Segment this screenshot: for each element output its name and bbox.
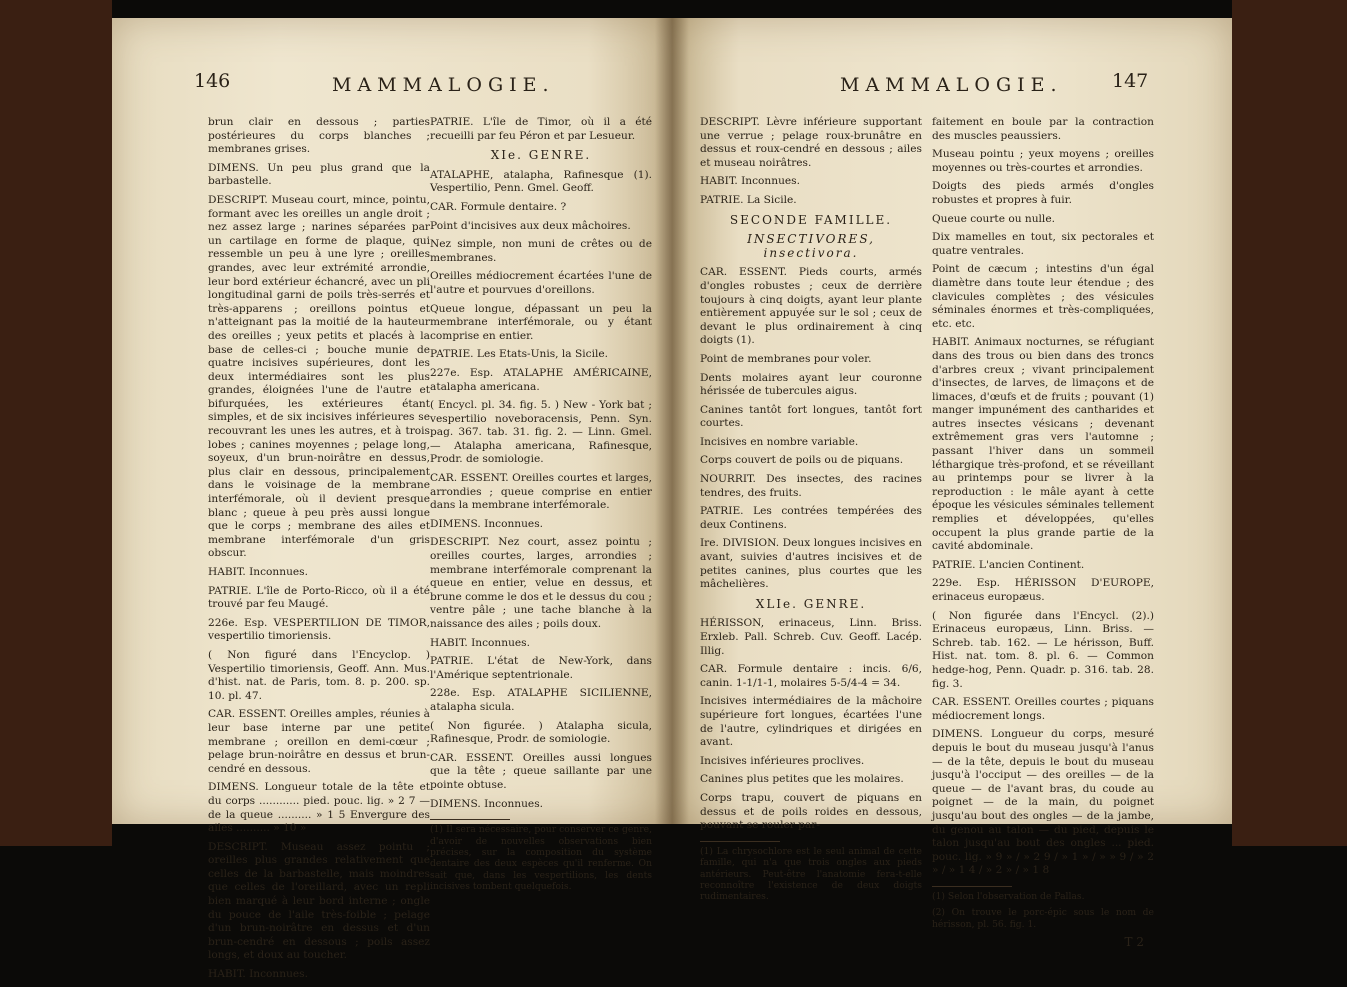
- paragraph: PATRIE. L'île de Timor, où il a été recueilli par feu Péron et par Lesueur.: [430, 116, 652, 142]
- left-column-1: [208, 116, 430, 987]
- paragraph: HABIT. Animaux nocturnes, se réfugiant dans des trous ou bien dans des troncs d'arbres creux ; vivant principalement d'insectes, de larves, de limaçons et de limaces, d'œufs et de fruits ; pouvant (1) manger impunément des cantharides et autres insectes vésicans ; devenant extrêmement gras vers l'automne ; passant l'hiver dans un sommeil léthargique très-profond, et se réveillant au printemps pour se livrer à la reproduction : le mâle ayant à cette époque les vésicules séminales tellement remplies et développées, qu'elles occupent la plus grande partie de la cavité abdominale.: [932, 336, 1154, 553]
- paragraph: Queue courte ou nulle.: [932, 212, 1055, 225]
- book-gutter: [655, 18, 689, 824]
- paragraph: ( Encycl. pl. 34. fig. 5. ) New - York bat ; vespertilio noveboracensis, Penn. Syn. pag. 367. tab. 31. fig. 2. — Linn. Gmel. — Atalapha americana, Rafinesque, Prodr. de somiologie.: [430, 399, 652, 466]
- paragraph: CAR. Formule dentaire : incis. 6/6, canin. 1-1/1-1, molaires 5-5/4-4 = 34.: [700, 663, 922, 689]
- paragraph: PATRIE. L'ancien Continent.: [932, 558, 1085, 571]
- genus-heading: XIe. GENRE.: [490, 148, 592, 163]
- paragraph: Queue longue, dépassant un peu la membrane interfémorale, ou y étant comprise en entier.: [430, 302, 652, 342]
- paragraph: Oreilles médiocrement écartées l'une de l'autre et pourvues d'oreillons.: [430, 270, 652, 296]
- paragraph: NOURRIT. Des insectes, des racines tendres, des fruits.: [700, 473, 922, 499]
- running-head: MAMMALOGIE.: [840, 74, 1063, 96]
- dimensions-table: DIMENS. Longueur du corps, mesuré depuis le bout du museau jusqu'à l'anus — de la tête, depuis le bout du museau jusqu'à l'occiput — des oreilles — de la queue — de l'avant bras, du coude au poignet — de la main, du poignet jusqu'au bout des ongles — de la jambe, du genou au talon — du pied, depuis le talon jusqu'au bout des ongles ... pied. pouc. lig. » 9 » / » 2 9 / » 1 » / » » 9 / » 2 » / » 1 4 / » 2 » / » 1 8: [932, 728, 1154, 877]
- paragraph: Doigts des pieds armés d'ongles robustes et propres à fuir.: [932, 180, 1154, 206]
- paragraph: DIMENS. Inconnues.: [430, 517, 544, 530]
- species-heading: 229e. Esp. HÉRISSON D'EUROPE, erinaceus europæus.: [932, 577, 1154, 603]
- left-cover-edge: [0, 0, 112, 846]
- right-column-2: [932, 116, 1154, 950]
- paragraph: Museau pointu ; yeux moyens ; oreilles moyennes ou très-courtes et arrondies.: [932, 148, 1154, 174]
- running-head: MAMMALOGIE.: [332, 74, 555, 96]
- paragraph: DESCRIPT. Nez court, assez pointu ; oreilles courtes, larges, arrondies ; membrane interfémorale comprenant la queue en entier, velue en dessus, et brune comme le dos et le dessus du cou ; ventre pâle ; une tache blanche à la naissance des ailes ; poils doux.: [430, 536, 652, 630]
- footnote: (1) Selon l'observation de Pallas.: [932, 890, 1085, 902]
- species-heading: 228e. Esp. ATALAPHE SICILIENNE, atalapha sicula.: [430, 687, 652, 713]
- footnote: (1) La chrysochlore est le seul animal de cette famille, qui n'a que trois ongles aux pieds antérieurs. Peut-être l'anatomie fera-t-elle reconnoître l'existence de deux doigts rudimentaires.: [700, 845, 922, 903]
- paragraph: Point de cæcum ; intestins d'un égal diamètre dans toute leur étendue ; des clavicules complètes ; des vésicules séminales énormes et très-compliquées, etc. etc.: [932, 263, 1154, 330]
- paragraph: HÉRISSON, erinaceus, Linn. Briss. Erxleb. Pall. Schreb. Cuv. Geoff. Lacép. Illig.: [700, 617, 922, 657]
- paragraph: Incisives intermédiaires de la mâchoire supérieure fort longues, écartées l'une de l'autre, cylindriques et dirigées en avant.: [700, 695, 922, 749]
- paragraph: DESCRIPT. Lèvre inférieure supportant une verrue ; pelage roux-brunâtre en dessus et roux-cendré en dessous ; ailes et museau noirâtres.: [700, 116, 922, 169]
- left-page: [112, 18, 672, 981]
- paragraph: DIMENS. Inconnues.: [430, 797, 544, 810]
- paragraph: CAR. ESSENT. Oreilles courtes et larges, arrondies ; queue comprise en entier dans la membrane interfémorale.: [430, 472, 652, 512]
- paragraph: ATALAPHE, atalapha, Rafinesque (1). Vespertilio, Penn. Gmel. Geoff.: [430, 168, 652, 195]
- paragraph: Nez simple, non muni de crêtes ou de membranes.: [430, 238, 652, 264]
- paragraph: PATRIE. Les Etats-Unis, la Sicile.: [430, 348, 608, 361]
- paragraph: ( Non figuré dans l'Encyclop. ) Vespertilio timoriensis, Geoff. Ann. Mus. d'hist. nat. de Paris, tom. 8. p. 200. sp. 10. pl. 47.: [208, 648, 430, 702]
- paragraph: CAR. ESSENT. Oreilles amples, réunies à leur base interne par une petite membrane ; oreillon en demi-cœur ; pelage brun-noirâtre en dessus et brun-cendré en dessous.: [208, 708, 430, 775]
- paragraph: ( Non figurée dans l'Encycl. (2).) Erinaceus europæus, Linn. Briss. — Schreb. tab. 162. — Le hérisson, Buff. Hist. nat. tom. 8. pl. 6. — Common hedge-hog, Penn. Quadr. p. 316. tab. 28. fig. 3.: [932, 609, 1154, 690]
- paragraph: Incisives inférieures proclives.: [700, 754, 865, 767]
- paragraph: brun clair en dessous ; parties postérieures du corps blanches ; membranes grises.: [208, 116, 430, 156]
- paragraph: CAR. ESSENT. Pieds courts, armés d'ongles robustes ; ceux de derrière toujours à cinq doigts, ayant leur plante entièrement appuyée sur le sol ; ceux de devant le plus ordinairement à cinq doigts (1).: [700, 266, 922, 347]
- paragraph: HABIT. Inconnues.: [430, 636, 530, 649]
- left-column-2: [430, 116, 652, 898]
- paragraph: HABIT. Inconnues.: [208, 566, 308, 578]
- paragraph: Ire. DIVISION. Deux longues incisives en avant, suivies d'autres incisives et de petites canines, plus courtes que les mâchelières.: [700, 537, 922, 591]
- footnote-rule: [932, 886, 1012, 887]
- paragraph: DESCRIPT. Museau assez pointu ; oreilles plus grandes relativement que celles de la barbastelle, mais moindres que celles de l'oreillard, avec un repli bien marqué à leur bord interne ; ongle du pouce de l'aile très-foible ; pelage d'un brun-noirâtre en dessus et d'un brun-cendré en dessous ; poils assez longs, et doux au toucher.: [208, 840, 430, 962]
- paragraph: DIMENS. Un peu plus grand que la barbastelle.: [208, 161, 430, 188]
- footnote-rule: [430, 819, 510, 820]
- paragraph: HABIT. Inconnues.: [208, 968, 308, 981]
- footnote: (1) Il sera nécessaire, pour conserver ce genre, d'avoir de nouvelles observations bien précises, sur la composition du système dentaire des deux espèces qu'il renferme. On sait que, dans les vespertilions, les dents incisives tombent quelquefois.: [430, 824, 652, 893]
- page-number: 146: [194, 70, 231, 92]
- family-heading: SECONDE FAMILLE.: [729, 212, 893, 227]
- dimensions-table: DIMENS. Longueur totale de la tête et du corps ............ pied. pouc. lig. » 2 7 — de la queue .......... » 1 5 Envergure des ailes .......... » 10 »: [208, 781, 430, 835]
- genus-heading: XLIe. GENRE.: [755, 596, 867, 611]
- species-heading: 227e. Esp. ATALAPHE AMÉRICAINE, atalapha americana.: [430, 366, 652, 393]
- paragraph: Dents molaires ayant leur couronne hérissée de tubercules aigus.: [700, 371, 922, 398]
- paragraph: Corps couvert de poils ou de piquans.: [700, 454, 904, 467]
- footnote: (2) On trouve le porc-épic sous le nom de hérisson, pl. 56. fig. 1.: [932, 907, 1154, 930]
- paragraph: PATRIE. L'état de New-York, dans l'Amérique septentrionale.: [430, 655, 652, 681]
- right-cover-edge: [1232, 0, 1347, 846]
- paragraph: CAR. ESSENT. Oreilles aussi longues que la tête ; queue saillante par une pointe obtuse.: [430, 751, 652, 791]
- paragraph: Corps trapu, couvert de piquans en dessus et de poils roides en dessous, pouvant se rouler par-: [700, 791, 922, 832]
- paragraph: Dix mamelles en tout, six pectorales et quatre ventrales.: [932, 231, 1154, 257]
- paragraph: PATRIE. L'île de Porto-Ricco, où il a été trouvé par feu Maugé.: [208, 584, 430, 611]
- paragraph: DESCRIPT. Museau court, mince, pointu, formant avec les oreilles un angle droit ; nez assez large ; narines séparées par un cartilage en forme de plaque, qui ressemble un peu à une lyre ; oreilles grandes, avec leur extrémité arrondie, leur bord extérieur échancré, avec un pli longitudinal garni de poils très-serrés et très-apparens ; oreillons pointus et n'atteignant pas la moitié de la hauteur des oreilles ; yeux petits et placés à la base de celles-ci ; bouche munie de quatre incisives supérieures, dont les deux intermédiaires sont les plus grandes, éloignées l'une de l'autre et bifurquées, les extérieures étant simples, et de six incisives inférieures se recouvrant les unes les autres, et à trois lobes ; canines moyennes ; pelage long, soyeux, d'un brun-noirâtre en dessus, plus clair en dessous, principalement dans le voisinage de la membrane interfémorale, où il devient presque blanc ; queue à peu près aussi longue que le corps ; membrane des ailes et membrane interfémorale d'un gris obscur.: [208, 193, 430, 560]
- paragraph: Point de membranes pour voler.: [700, 352, 872, 365]
- right-page: [672, 18, 1232, 950]
- paragraph: CAR. ESSENT. Oreilles courtes ; piquans médiocrement longs.: [932, 696, 1154, 722]
- species-heading: 226e. Esp. VESPERTILION DE TIMOR, vespertilio timoriensis.: [208, 616, 430, 643]
- paragraph: PATRIE. La Sicile.: [700, 193, 797, 206]
- right-column-1: [700, 116, 922, 908]
- paragraph: Point d'incisives aux deux mâchoires.: [430, 219, 631, 232]
- page-number: 147: [1112, 70, 1149, 92]
- paragraph: Canines tantôt fort longues, tantôt fort courtes.: [700, 403, 922, 430]
- family-subheading: INSECTIVORES, insectivora.: [747, 232, 875, 260]
- paragraph: Canines plus petites que les molaires.: [700, 773, 904, 786]
- paragraph: Incisives en nombre variable.: [700, 435, 859, 448]
- paragraph: ( Non figurée. ) Atalapha sicula, Rafinesque, Prodr. de somiologie.: [430, 719, 652, 746]
- paragraph: faitement en boule par la contraction des muscles peaussiers.: [932, 116, 1154, 142]
- paragraph: HABIT. Inconnues.: [700, 175, 800, 188]
- paragraph: PATRIE. Les contrées tempérées des deux Continens.: [700, 505, 922, 531]
- paragraph: CAR. Formule dentaire. ?: [430, 200, 567, 213]
- footnote-rule: [700, 841, 780, 842]
- signature-mark: T 2: [1124, 935, 1144, 950]
